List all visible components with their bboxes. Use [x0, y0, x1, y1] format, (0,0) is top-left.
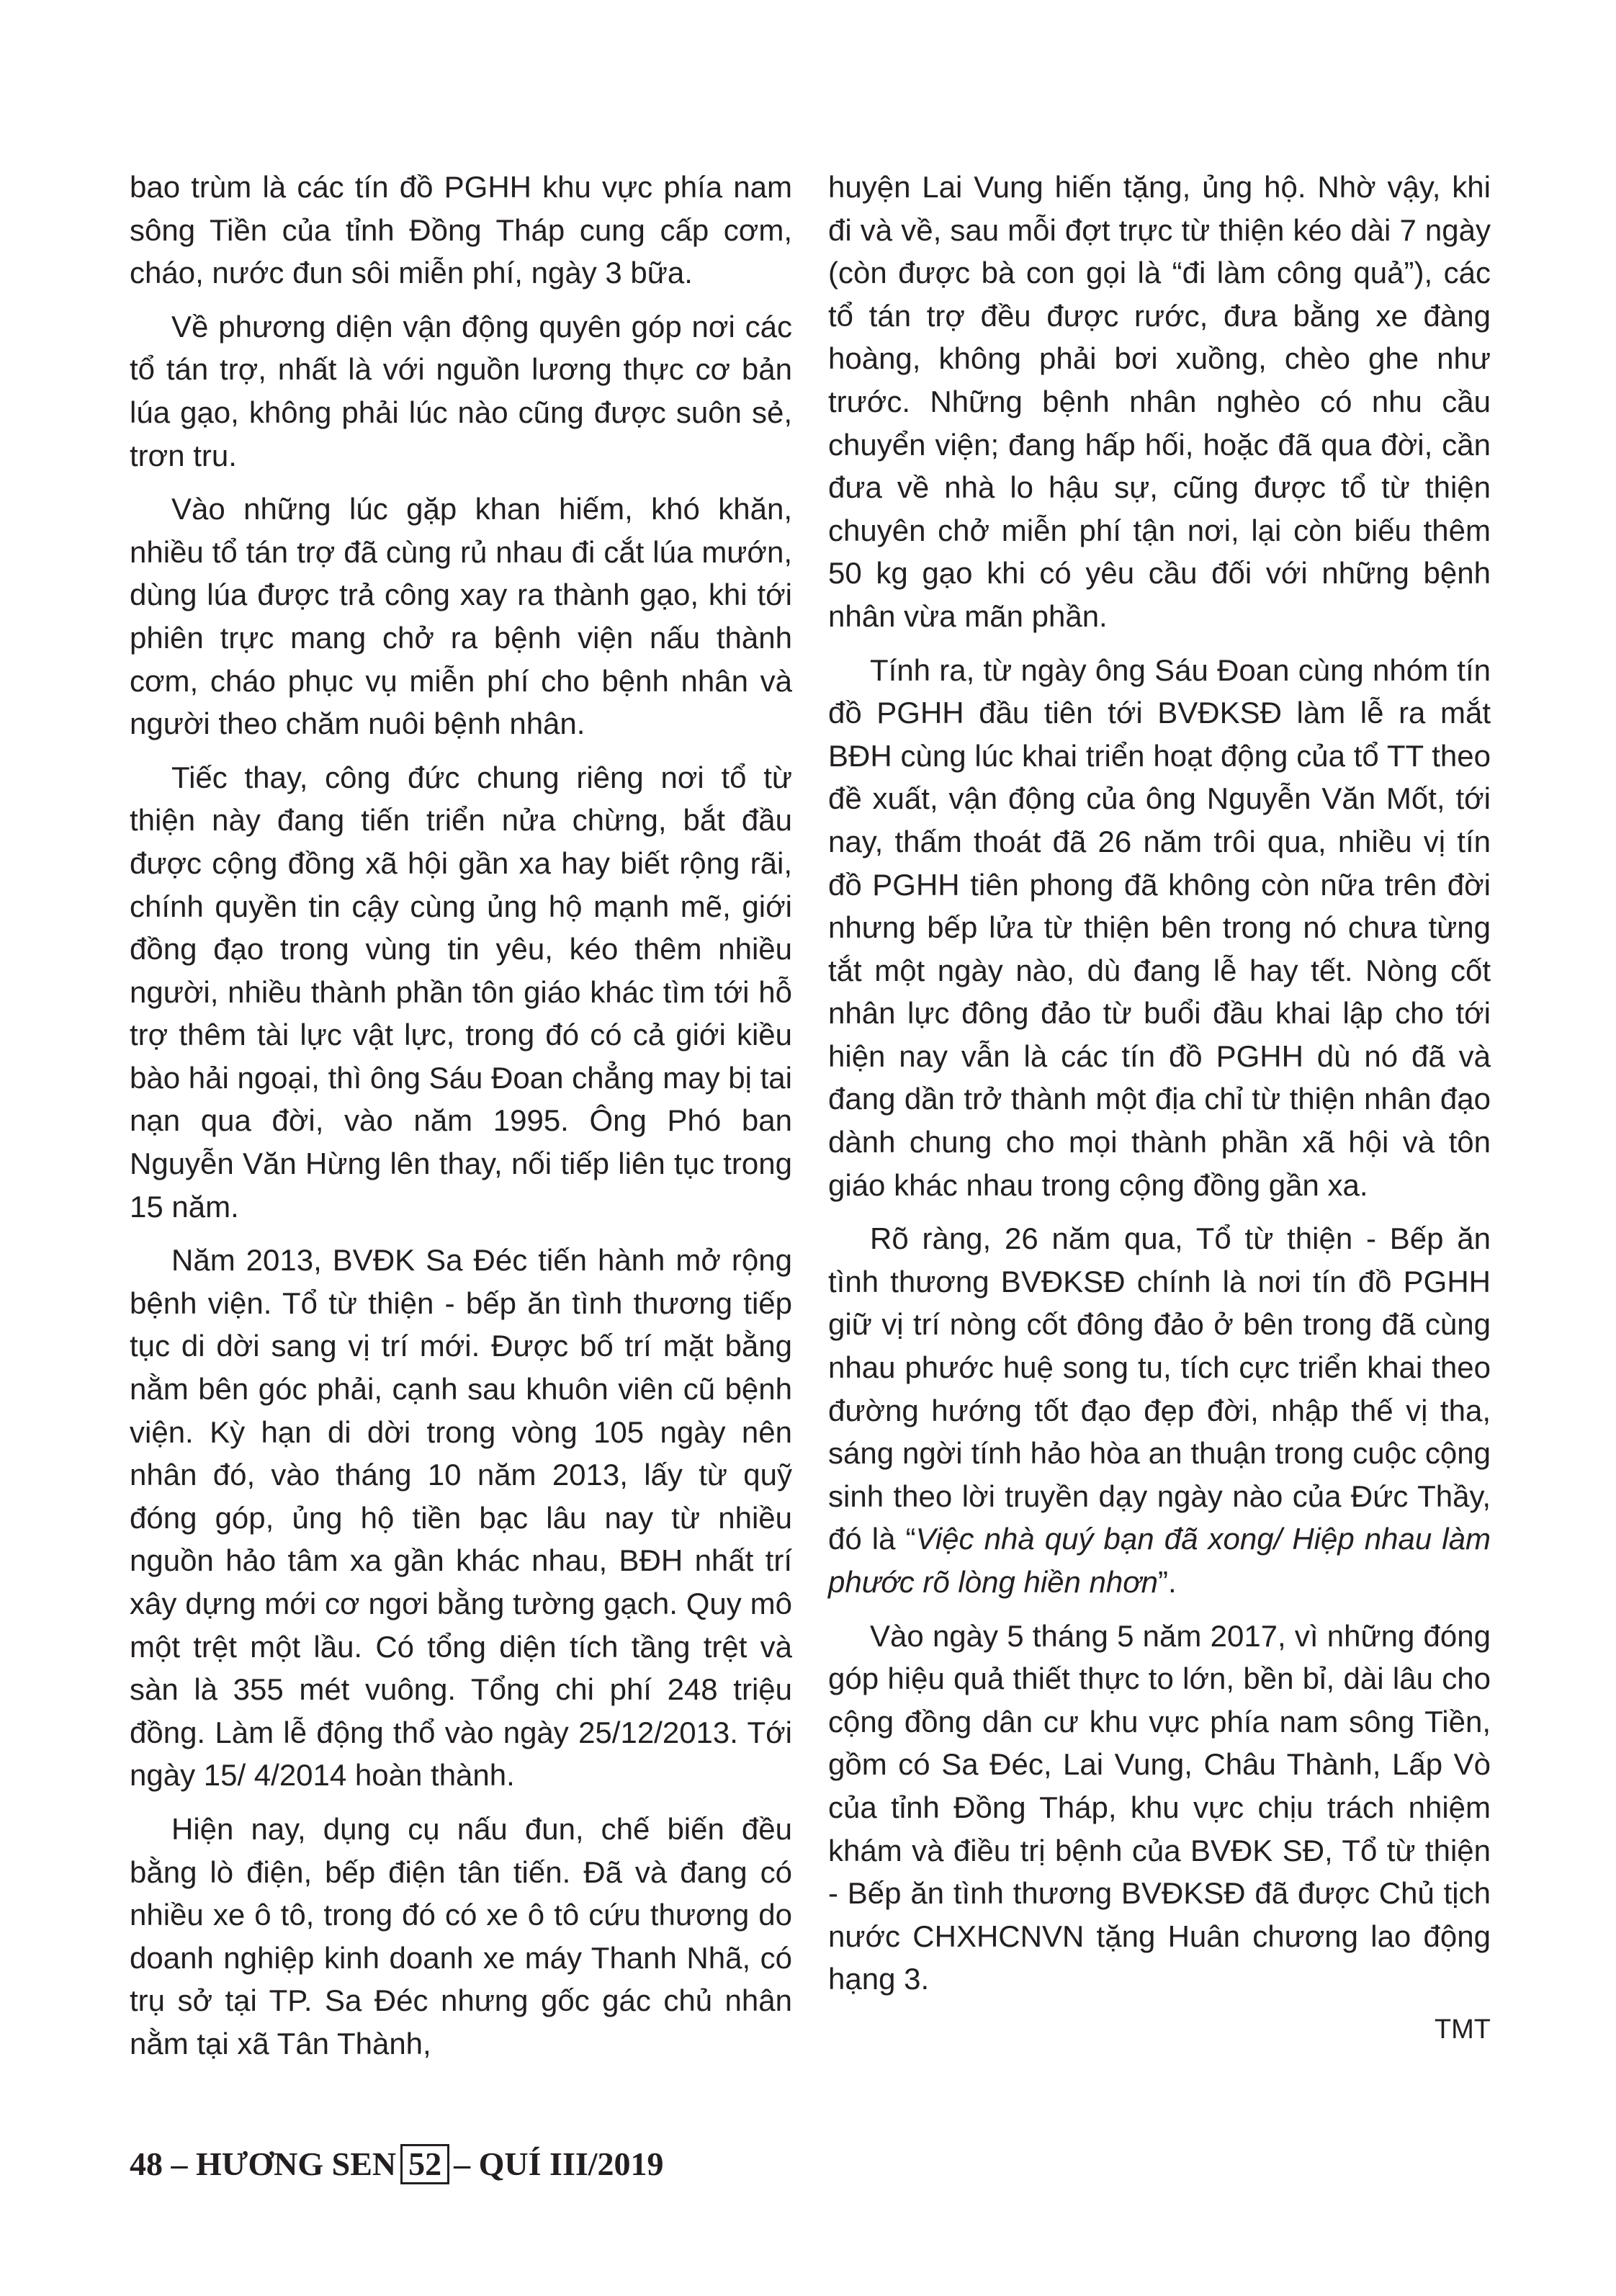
paragraph: Vào ngày 5 tháng 5 năm 2017, vì những đóng góp hiệu quả thiết thực to lớn, bền bỉ, dài lâu cho cộng đồng dân cư khu vực phía nam sông Tiền, gồm có Sa Đéc, Lai Vung, Châu Thành, Lấp Vò của tỉnh Đồng Tháp, khu vực chịu trách nhiệm khám và điều trị bệnh của BVĐK SĐ, Tổ từ thiện - Bếp ăn tình thương BVĐKSĐ đã được Chủ tịch nước CHXHCNVN tặng Huân chương lao động hạng 3.	[828, 1618, 1491, 1996]
issue-period: – QUÍ III/2019	[454, 2145, 664, 2182]
paragraph: huyện Lai Vung hiến tặng, ủng hộ. Nhờ vậy, khi đi và về, sau mỗi đợt trực từ thiện kéo dài 7 ngày (còn được bà con gọi là “đi làm công quả”), các tổ tán trợ đều được rước, đưa bằng xe đàng hoàng, không phải bơi xuồng, chèo ghe như trước. Những bệnh nhân nghèo có nhu cầu chuyển viện; đang hấp hối, hoặc đã qua đời, cần đưa về nhà lo hậu sự, cũng được tổ từ thiện chuyên chở miễn phí tận nơi, lại còn biếu thêm 50 kg gạo khi có yêu cầu đối với những bệnh nhân vừa mãn phần.	[828, 170, 1491, 633]
left-column	[130, 166, 792, 2076]
paragraph-with-quote	[828, 1217, 1491, 1603]
page-number: 48	[130, 2145, 163, 2182]
paragraph-text: Rõ ràng, 26 năm qua, Tổ từ thiện - Bếp ăn tình thương BVĐKSĐ chính là nơi tín đồ PGHH giữ vị trí nòng cốt đông đảo ở bên trong đã cùng nhau phước huệ song tu, tích cực triển khai theo đường hướng tốt đạo đẹp đời, nhập thế vị tha, sáng ngời tính hảo hòa an thuận trong cuộc cộng sinh theo lời truyền dạy ngày nào của Đức Thầy, đó là “	[828, 1221, 1491, 1556]
right-column	[828, 166, 1491, 2048]
paragraph: Vào những lúc gặp khan hiếm, khó khăn, nhiều tổ tán trợ đã cùng rủ nhau đi cắt lúa mướn, dùng lúa được trả công xay ra thành gạo, khi tới phiên trực mang chở ra bệnh viện nấu thành cơm, cháo phục vụ miễn phí cho bệnh nhân và người theo chăm nuôi bệnh nhân.	[130, 492, 792, 741]
paragraph: Tính ra, từ ngày ông Sáu Đoan cùng nhóm tín đồ PGHH đầu tiên tới BVĐKSĐ làm lễ ra mắt BĐH cùng lúc khai triển hoạt động của tổ TT theo đề xuất, vận động của ông Nguyễn Văn Mốt, tới nay, thấm thoát đã 26 năm trôi qua, nhiều vị tín đồ PGHH tiên phong đã không còn nữa trên đời nhưng bếp lửa từ thiện bên trong nó chưa từng tắt một ngày nào, dù đang lễ hay tết. Nòng cốt nhân lực đông đảo từ buổi đầu khai lập cho tới hiện nay vẫn là các tín đồ PGHH dù nó đã và đang dần trở thành một địa chỉ từ thiện nhân đạo dành chung cho mọi thành phần xã hội và tôn giáo khác nhau trong cộng đồng gần xa.	[828, 653, 1491, 1202]
author-signature: TMT	[1434, 2014, 1491, 2045]
magazine-name: – HƯƠNG SEN	[171, 2145, 397, 2182]
paragraph: Về phương diện vận động quyên góp nơi các tổ tán trợ, nhất là với nguồn lương thực cơ bản lúa gạo, không phải lúc nào cũng được suôn sẻ, trơn tru.	[130, 309, 792, 472]
paragraph: Năm 2013, BVĐK Sa Đéc tiến hành mở rộng bệnh viện. Tổ từ thiện - bếp ăn tình thương tiếp tục di dời sang vị trí mới. Được bố trí mặt bằng nằm bên góc phải, cạnh sau khuôn viên cũ bệnh viện. Kỳ hạn di dời trong vòng 105 ngày nên nhân đó, vào tháng 10 năm 2013, lấy từ quỹ đóng góp, ủng hộ tiền bạc lâu nay từ nhiều nguồn hảo tâm xa gần khác nhau, BĐH nhất trí xây dựng mới cơ ngơi bằng tường gạch. Quy mô một trệt một lầu. Có tổng diện tích tầng trệt và sàn là 355 mét vuông. Tổng chi phí 248 triệu đồng. Làm lễ động thổ vào ngày 25/12/2013. Tới ngày 15/ 4/2014 hoàn thành.	[130, 1243, 792, 1793]
paragraph: Hiện nay, dụng cụ nấu đun, chế biến đều bằng lò điện, bếp điện tân tiến. Đã và đang có nhiều xe ô tô, trong đó có xe ô tô cứu thương do doanh nghiệp kinh doanh xe máy Thanh Nhã, có trụ sở tại TP. Sa Đéc nhưng gốc gác chủ nhân nằm tại xã Tân Thành,	[130, 1811, 792, 2060]
page-footer	[130, 2143, 664, 2186]
quotation: Việc nhà quý bạn đã xong/ Hiệp nhau làm phước rõ lòng hiền nhơn	[828, 1522, 1491, 1599]
paragraph: bao trùm là các tín đồ PGHH khu vực phía nam sông Tiền của tỉnh Đồng Tháp cung cấp cơm, cháo, nước đun sôi miễn phí, ngày 3 bữa.	[130, 170, 792, 290]
paragraph: Tiếc thay, công đức chung riêng nơi tổ từ thiện này đang tiến triển nửa chừng, bắt đầu được cộng đồng xã hội gần xa hay biết rộng rãi, chính quyền tin cậy cùng ủng hộ mạnh mẽ, giới đồng đạo trong vùng tin yêu, kéo thêm nhiều người, nhiều thành phần tôn giáo khác tìm tới hỗ trợ thêm tài lực vật lực, trong đó có cả giới kiều bào hải ngoại, thì ông Sáu Đoan chẳng may bị tai nạn qua đời, vào năm 1995. Ông Phó ban Nguyễn Văn Hừng lên thay, nối tiếp liên tục trong 15 năm.	[130, 760, 792, 1224]
quotation-end: ”.	[1158, 1565, 1177, 1599]
issue-number: 52	[400, 2144, 449, 2184]
